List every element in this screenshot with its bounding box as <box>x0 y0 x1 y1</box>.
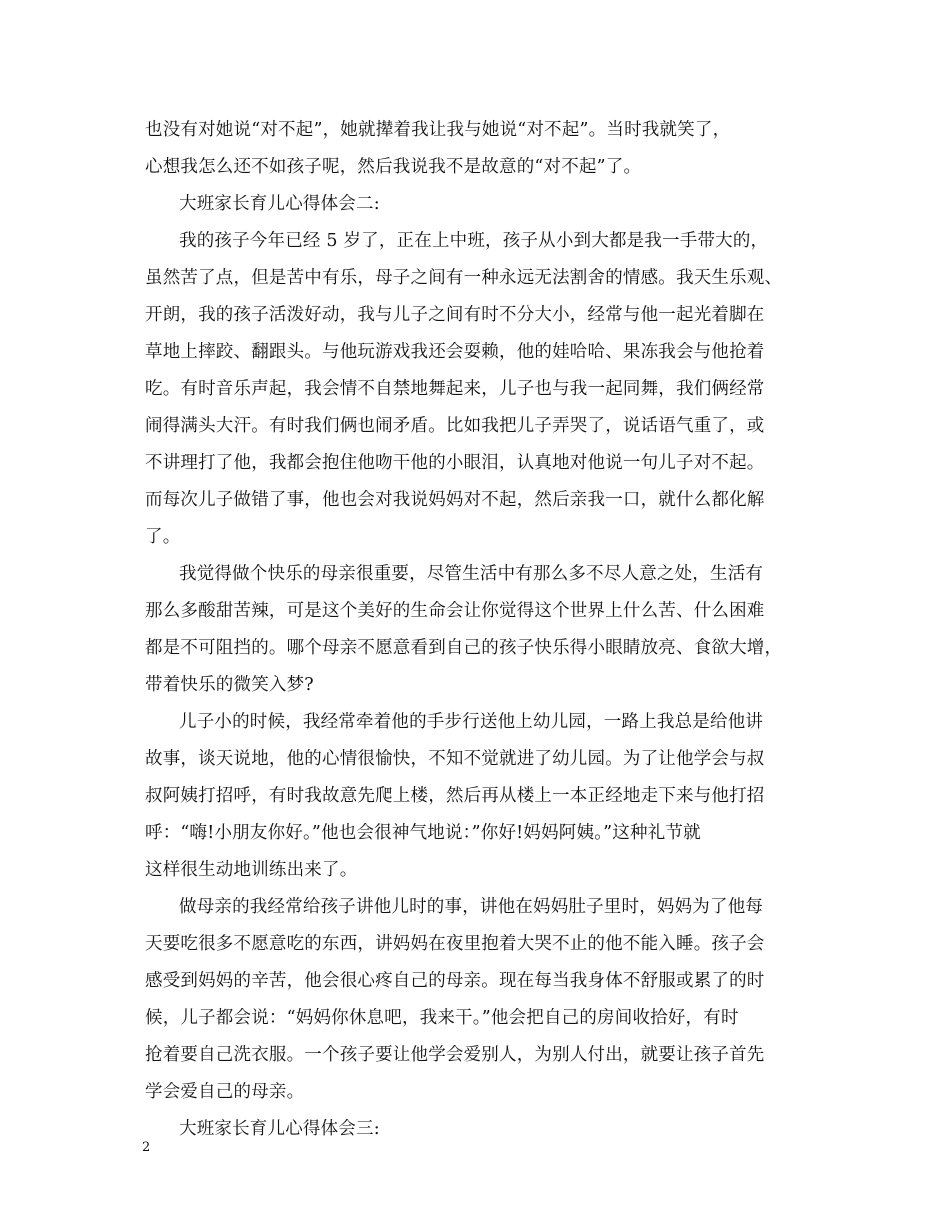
section-heading: 大班家长育儿心得体会二: <box>179 194 380 214</box>
body-text-line: 这样很生动地训练出来了。 <box>145 860 358 880</box>
body-text-line: 吃。有时音乐声起，我会情不自禁地舞起来，儿子也与我一起同舞，我们俩经常 <box>145 379 765 399</box>
body-text-line: 开朗，我的孩子活泼好动，我与儿子之间有时不分大小，经常与他一起光着脚在 <box>145 305 765 325</box>
body-text-line: 我的孩子今年已经 5 岁了，正在上中班，孩子从小到大都是我一手带大的， <box>179 231 769 251</box>
body-text-line: 感受到妈妈的辛苦，他会很心疼自己的母亲。现在每当我身体不舒服或累了的时 <box>145 971 765 991</box>
body-text-line: 我觉得做个快乐的母亲很重要，尽管生活中有那么多不尽人意之处，生活有 <box>179 564 764 584</box>
body-text-line: 候，儿子都会说：“妈妈你休息吧，我来干。”他会把自己的房间收拾好，有时 <box>145 1008 739 1028</box>
body-text-line: 儿子小的时候，我经常牵着他的手步行送他上幼儿园，一路上我总是给他讲 <box>179 712 764 732</box>
body-text-line: 而每次儿子做错了事，他也会对我说妈妈对不起，然后亲我一口，就什么都化解 <box>145 490 765 510</box>
body-text-line: 也没有对她说“对不起”，她就撵着我让我与她说“对不起”。当时我就笑了， <box>145 120 731 140</box>
body-text-line: 那么多酸甜苦辣，可是这个美好的生命会让你觉得这个世界上什么苦、什么困难 <box>145 601 765 621</box>
body-text-line: 天要吃很多不愿意吃的东西，讲妈妈在夜里抱着大哭不止的他不能入睡。孩子会 <box>145 934 765 954</box>
body-text-line: 叔阿姨打招呼，有时我故意先爬上楼，然后再从楼上一本正经地走下来与他打招 <box>145 786 765 806</box>
body-text-line: 都是不可阻挡的。哪个母亲不愿意看到自己的孩子快乐得小眼睛放亮、食欲大增， <box>145 638 783 658</box>
body-text-line: 心想我怎么还不如孩子呢，然后我说我不是故意的“对不起”了。 <box>145 157 642 177</box>
body-text-line: 带着快乐的微笑入梦? <box>145 675 314 695</box>
body-text-line: 抢着要自己洗衣服。一个孩子要让他学会爱别人，为别人付出，就要让孩子首先 <box>145 1045 765 1065</box>
body-text-line: 学会爱自己的母亲。 <box>145 1082 305 1102</box>
body-text-line: 做母亲的我经常给孩子讲他儿时的事，讲他在妈妈肚子里时，妈妈为了他每 <box>179 897 764 917</box>
body-text-line: 呼：“嗨!小朋友你好。”他也会很神气地说：”你好!妈妈阿姨。”这种礼节就 <box>145 823 701 843</box>
section-heading: 大班家长育儿心得体会三: <box>179 1119 380 1139</box>
body-text-line: 虽然苦了点，但是苦中有乐，母子之间有一种永远无法割舍的情感。我天生乐观、 <box>145 268 783 288</box>
body-text-line: 故事，谈天说地，他的心情很愉快，不知不觉就进了幼儿园。为了让他学会与叔 <box>145 749 765 769</box>
body-text-line: 了。 <box>145 527 181 547</box>
body-text-line: 闹得满头大汗。有时我们俩也闹矛盾。比如我把儿子弄哭了，说话语气重了，或 <box>145 416 765 436</box>
page-number: 2 <box>142 1140 151 1155</box>
body-text-line: 草地上摔跤、翻跟头。与他玩游戏我还会耍赖，他的娃哈哈、果冻我会与他抢着 <box>145 342 765 362</box>
body-text-line: 不讲理打了他，我都会抱住他吻干他的小眼泪，认真地对他说一句儿子对不起。 <box>145 453 765 473</box>
